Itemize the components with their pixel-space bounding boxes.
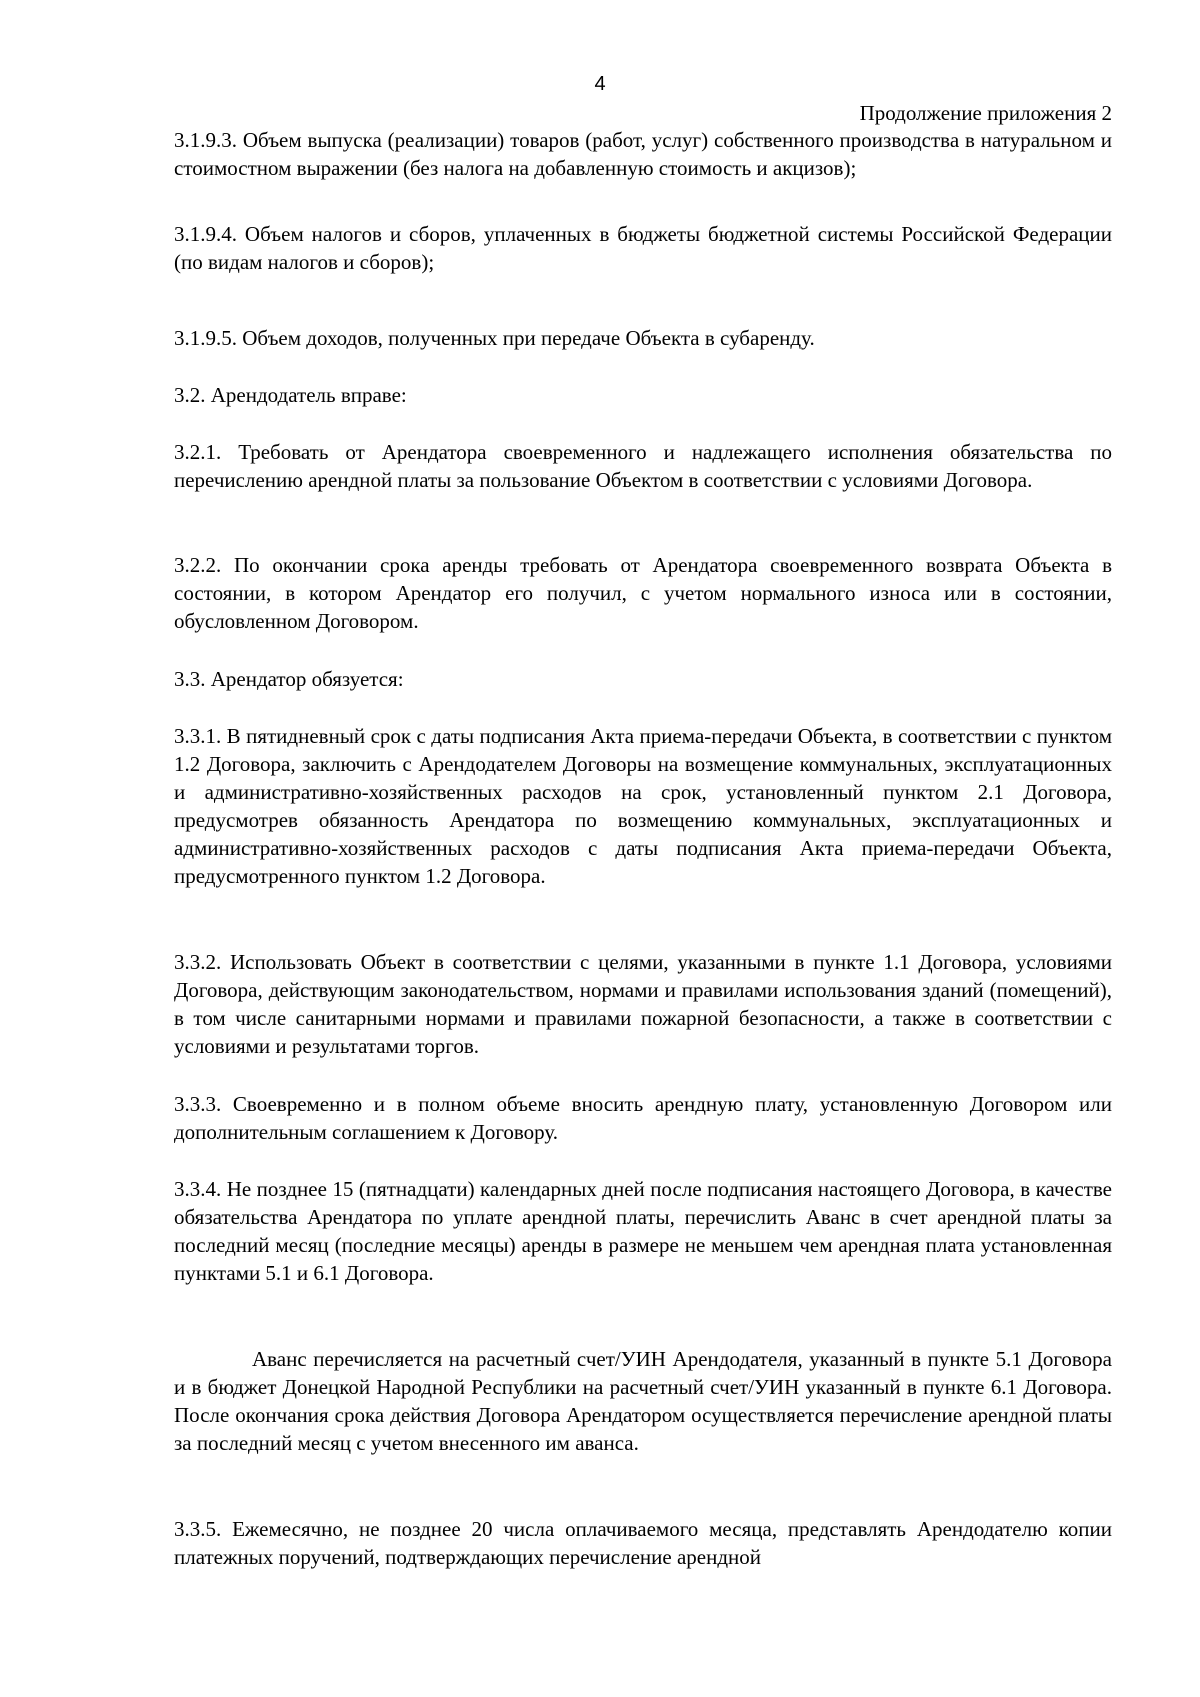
paragraph-3-3-3: 3.3.3. Своевременно и в полном объеме вносить арендную плату, установленную Договором или дополнительным соглашением к Договору. bbox=[174, 1092, 1112, 1144]
paragraph-3-1-9-4: 3.1.9.4. Объем налогов и сборов, уплаченных в бюджеты бюджетной системы Российской Федерации (по видам налогов и сборов); bbox=[174, 222, 1112, 274]
page-number: 4 bbox=[594, 73, 606, 95]
paragraph-3-3-2: 3.3.2. Использовать Объект в соответствии с целями, указанными в пункте 1.1 Договора, условиями Договора, действующим законодательством, нормами и правилами использования зданий (помещений), в том числе санитарными нормами и правилами пожарной безопасности, а также в соответствии с условиями и результатами торгов. bbox=[174, 950, 1112, 1058]
paragraph-3-3-1: 3.3.1. В пятидневный срок с даты подписания Акта приема-передачи Объекта, в соответствии с пунктом 1.2 Договора, заключить с Арендодателем Договоры на возмещение коммунальных, эксплуатационных и административно-хозяйственных расходов на срок, установленный пунктом 2.1 Договора, предусмотрев обязанность Арендатора по возмещению коммунальных, эксплуатационных и административно-хозяйственных расходов с даты подписания Акта приема-передачи Объекта, предусмотренного пунктом 1.2 Договора. bbox=[174, 724, 1112, 888]
paragraph-3-2-1: 3.2.1. Требовать от Арендатора своевременного и надлежащего исполнения обязательства по перечислению арендной платы за пользование Объектом в соответствии с условиями Договора. bbox=[174, 440, 1112, 492]
paragraph-advance: Аванс перечисляется на расчетный счет/УИН Арендодателя, указанный в пункте 5.1 Договора и в бюджет Донецкой Народной Республики на расчетный счет/УИН указанный в пункте 6.1 Договора. После окончания срока действия Договора Арендатором осуществляется перечисление арендной платы за последний месяц с учетом внесенного им аванса. bbox=[174, 1347, 1112, 1455]
page-header: Продолжение приложения 2 bbox=[859, 101, 1112, 125]
paragraph-3-1-9-3: 3.1.9.3. Объем выпуска (реализации) товаров (работ, услуг) собственного производства в натуральном и стоимостном выражении (без налога на добавленную стоимость и акцизов); bbox=[174, 128, 1112, 180]
paragraph-3-3-4: 3.3.4. Не позднее 15 (пятнадцати) календарных дней после подписания настоящего Договора, в качестве обязательства Арендатора по уплате арендной платы, перечислить Аванс в счет арендной платы за последний месяц (последние месяцы) аренды в размере не меньшем чем арендная плата установленная пунктами 5.1 и 6.1 Договора. bbox=[174, 1177, 1112, 1285]
paragraph-3-2-2: 3.2.2. По окончании срока аренды требовать от Арендатора своевременного возврата Объекта в состоянии, в котором Арендатор его получил, с учетом нормального износа или в состоянии, обусловленном Договором. bbox=[174, 553, 1112, 633]
paragraph-3-1-9-5: 3.1.9.5. Объем доходов, полученных при передаче Объекта в субаренду. bbox=[174, 326, 815, 350]
paragraph-3-3-5: 3.3.5. Ежемесячно, не позднее 20 числа оплачиваемого месяца, представлять Арендодателю копии платежных поручений, подтверждающих перечисление арендной bbox=[174, 1517, 1112, 1569]
paragraph-3-3: 3.3. Арендатор обязуется: bbox=[174, 667, 404, 691]
paragraph-3-2: 3.2. Арендодатель вправе: bbox=[174, 383, 407, 407]
